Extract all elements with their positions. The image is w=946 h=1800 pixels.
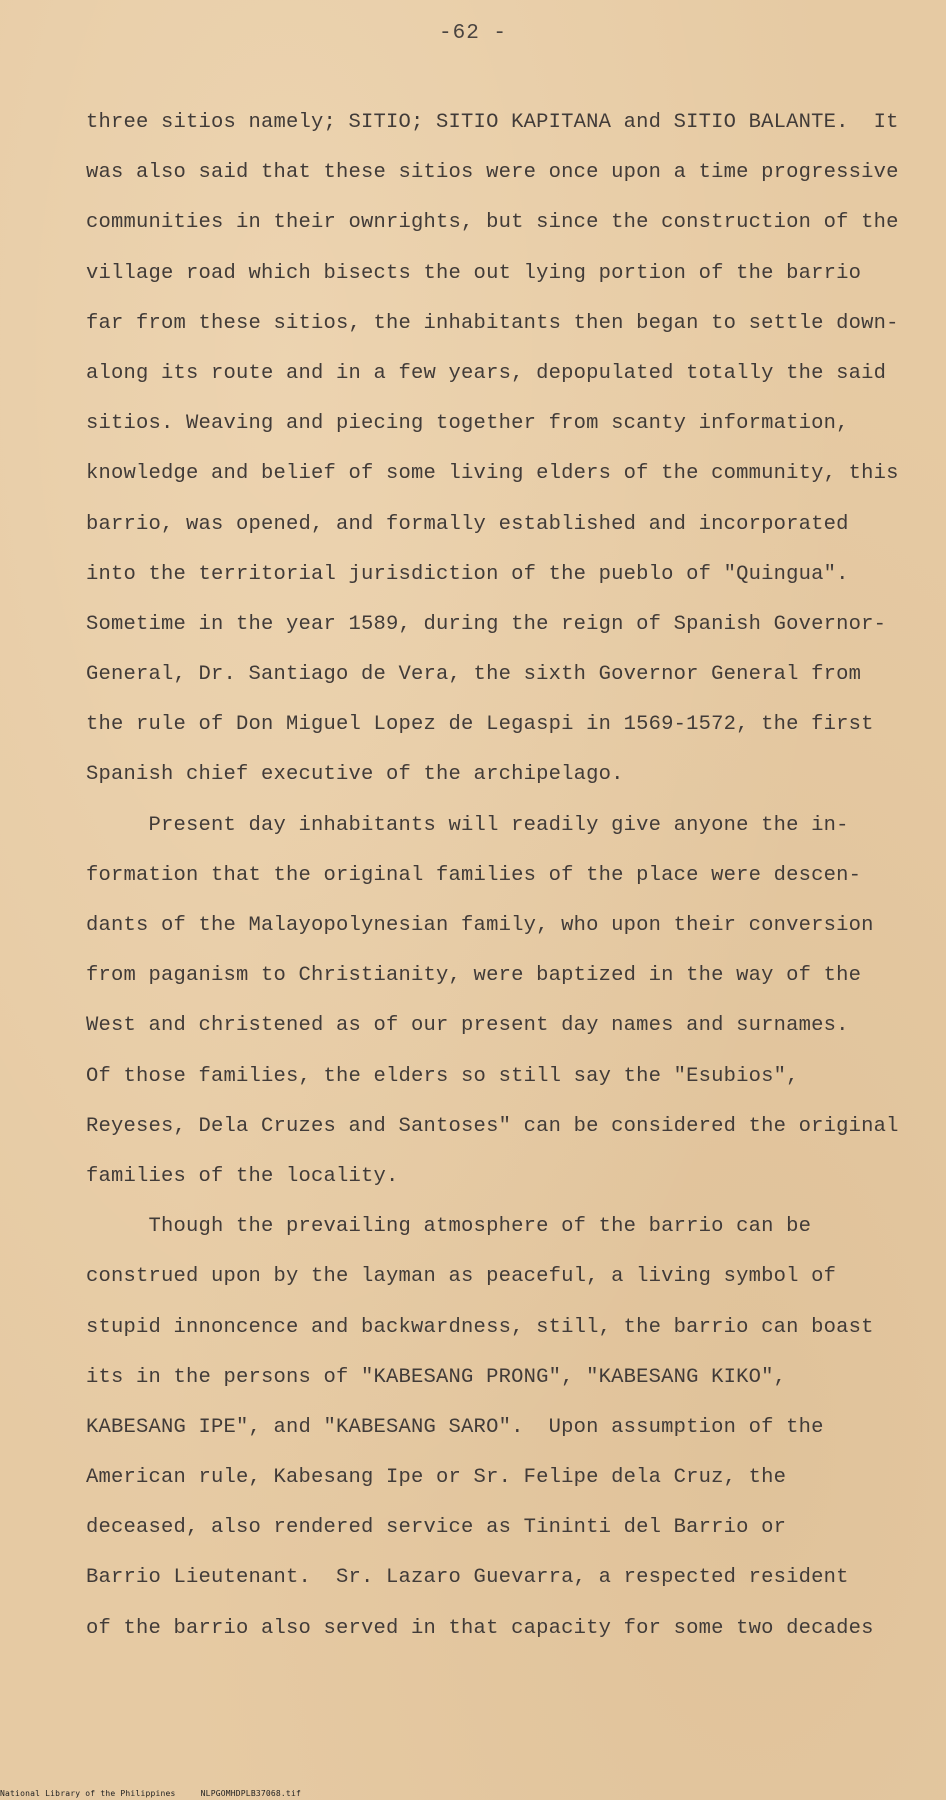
text-line: Of those families, the elders so still say the "Esubios",	[86, 1064, 799, 1088]
text-line: construed upon by the layman as peaceful, a living symbol of	[86, 1265, 837, 1289]
text-line: General, Dr. Santiago de Vera, the sixth Governor General from	[86, 663, 862, 687]
text-line: KABESANG IPE", and "KABESANG SARO". Upon assumption of the	[86, 1415, 824, 1439]
text-line: village road which bisects the out lying portion of the barrio	[86, 261, 862, 285]
text-line: was also said that these sitios were once upon a time progressive	[86, 161, 899, 185]
text-line: Present day inhabitants will readily give anyone the in-	[86, 813, 849, 837]
page-number: -62 -	[438, 22, 507, 45]
text-line: families of the locality.	[86, 1164, 399, 1188]
text-line: three sitios namely; SITIO; SITIO KAPITANA and SITIO BALANTE. It	[86, 111, 899, 134]
text-line: knowledge and belief of some living elders of the community, this	[86, 462, 899, 486]
text-line: Reyeses, Dela Cruzes and Santoses" can be considered the original	[86, 1114, 899, 1138]
text-line: far from these sitios, the inhabitants then began to settle down-	[86, 311, 899, 335]
text-line: Though the prevailing atmosphere of the barrio can be	[86, 1215, 812, 1239]
text-line: formation that the original families of the place were descen-	[86, 863, 862, 887]
text-line: dants of the Malayopolynesian family, who upon their conversion	[86, 914, 874, 937]
text-line: deceased, also rendered service as Tininti del Barrio or	[86, 1516, 787, 1540]
text-line: barrio, was opened, and formally established and incorporated	[86, 512, 849, 536]
text-line: Sometime in the year 1589, during the reign of Spanish Governor-	[86, 612, 887, 636]
text-line: stupid innoncence and backwardness, still, the barrio can boast	[86, 1315, 874, 1339]
text-line: Spanish chief executive of the archipelago.	[86, 763, 624, 787]
document-body	[86, 98, 916, 1654]
text-line: Barrio Lieutenant. Sr. Lazaro Guevarra, a respected resident	[86, 1566, 849, 1590]
text-line: from paganism to Christianity, were baptized in the way of the	[86, 964, 862, 988]
scan-credit-footer: National Library of the Philippines NLPGOMHDPLB37068.tif	[0, 1789, 301, 1798]
text-line: communities in their ownrights, but since the construction of the	[86, 211, 899, 235]
text-line: West and christened as of our present day names and surnames.	[86, 1014, 849, 1038]
text-line: along its route and in a few years, depopulated totally the said	[86, 361, 887, 385]
text-line: American rule, Kabesang Ipe or Sr. Felipe dela Cruz, the	[86, 1466, 787, 1490]
text-line: sitios. Weaving and piecing together from scanty information,	[86, 412, 849, 436]
text-line: the rule of Don Miguel Lopez de Legaspi in 1569-1572, the first	[86, 713, 874, 737]
text-line: into the territorial jurisdiction of the pueblo of "Quingua".	[86, 562, 849, 586]
text-line: its in the persons of "KABESANG PRONG", "KABESANG KIKO",	[86, 1365, 787, 1389]
text-line: of the barrio also served in that capacity for some two decades	[86, 1616, 874, 1640]
